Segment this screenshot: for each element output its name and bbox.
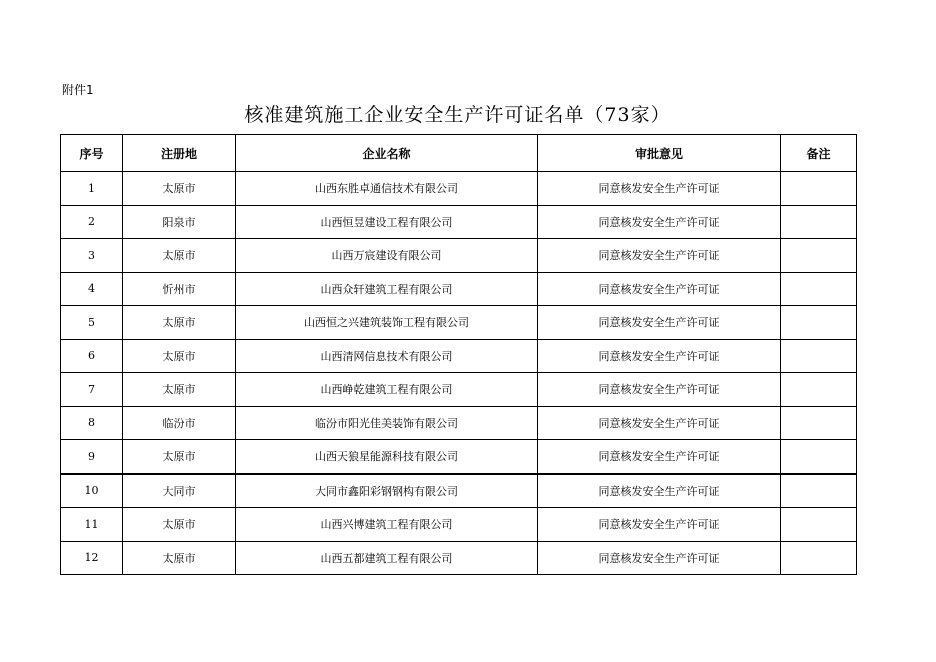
cell-registration-place: 太原市	[123, 172, 236, 206]
cell-serial-number: 8	[61, 406, 123, 440]
table-row	[61, 205, 857, 239]
table-row	[61, 306, 857, 340]
header-company-name: 企业名称	[236, 135, 538, 172]
cell-serial-number: 10	[61, 474, 123, 508]
cell-remarks	[781, 272, 857, 306]
cell-remarks	[781, 541, 857, 575]
cell-approval-opinion: 同意核发安全生产许可证	[538, 440, 781, 474]
cell-serial-number: 11	[61, 508, 123, 542]
cell-serial-number: 12	[61, 541, 123, 575]
cell-serial-number: 7	[61, 373, 123, 407]
cell-registration-place: 临汾市	[123, 406, 236, 440]
cell-approval-opinion: 同意核发安全生产许可证	[538, 205, 781, 239]
cell-company-name: 临汾市阳光佳美装饰有限公司	[236, 406, 538, 440]
cell-remarks	[781, 508, 857, 542]
cell-approval-opinion: 同意核发安全生产许可证	[538, 373, 781, 407]
license-table	[60, 134, 857, 575]
cell-remarks	[781, 239, 857, 273]
document-title: 核准建筑施工企业安全生产许可证名单（73家）	[244, 104, 671, 126]
cell-company-name: 山西恒之兴建筑装饰工程有限公司	[236, 306, 538, 340]
cell-remarks	[781, 373, 857, 407]
cell-serial-number: 6	[61, 339, 123, 373]
cell-serial-number: 3	[61, 239, 123, 273]
cell-serial-number: 2	[61, 205, 123, 239]
table-row	[61, 172, 857, 206]
table-row	[61, 406, 857, 440]
cell-serial-number: 5	[61, 306, 123, 340]
table-row	[61, 272, 857, 306]
cell-remarks	[781, 474, 857, 508]
cell-registration-place: 太原市	[123, 339, 236, 373]
table-row	[61, 239, 857, 273]
table-row	[61, 440, 857, 474]
cell-serial-number: 1	[61, 172, 123, 206]
cell-company-name: 山西兴博建筑工程有限公司	[236, 508, 538, 542]
cell-registration-place: 太原市	[123, 306, 236, 340]
cell-registration-place: 大同市	[123, 474, 236, 508]
table-row	[61, 474, 857, 508]
cell-approval-opinion: 同意核发安全生产许可证	[538, 306, 781, 340]
cell-remarks	[781, 339, 857, 373]
cell-registration-place: 太原市	[123, 373, 236, 407]
cell-remarks	[781, 205, 857, 239]
cell-approval-opinion: 同意核发安全生产许可证	[538, 272, 781, 306]
cell-approval-opinion: 同意核发安全生产许可证	[538, 172, 781, 206]
cell-company-name: 山西众轩建筑工程有限公司	[236, 272, 538, 306]
table-header-row	[61, 135, 857, 172]
table-body	[61, 172, 857, 575]
table-row	[61, 541, 857, 575]
header-serial-number: 序号	[61, 135, 123, 172]
cell-registration-place: 太原市	[123, 508, 236, 542]
table-row	[61, 508, 857, 542]
cell-serial-number: 4	[61, 272, 123, 306]
cell-approval-opinion: 同意核发安全生产许可证	[538, 239, 781, 273]
header-registration-place: 注册地	[123, 135, 236, 172]
cell-remarks	[781, 172, 857, 206]
cell-company-name: 山西万宸建设有限公司	[236, 239, 538, 273]
cell-approval-opinion: 同意核发安全生产许可证	[538, 339, 781, 373]
cell-approval-opinion: 同意核发安全生产许可证	[538, 406, 781, 440]
cell-company-name: 山西峥乾建筑工程有限公司	[236, 373, 538, 407]
cell-company-name: 大同市鑫阳彩钢钢构有限公司	[236, 474, 538, 508]
cell-registration-place: 太原市	[123, 541, 236, 575]
header-approval-opinion: 审批意见	[538, 135, 781, 172]
cell-approval-opinion: 同意核发安全生产许可证	[538, 474, 781, 508]
table-row	[61, 373, 857, 407]
cell-company-name: 山西清网信息技术有限公司	[236, 339, 538, 373]
cell-approval-opinion: 同意核发安全生产许可证	[538, 508, 781, 542]
cell-serial-number: 9	[61, 440, 123, 474]
cell-registration-place: 阳泉市	[123, 205, 236, 239]
cell-company-name: 山西天狼星能源科技有限公司	[236, 440, 538, 474]
cell-remarks	[781, 406, 857, 440]
cell-approval-opinion: 同意核发安全生产许可证	[538, 541, 781, 575]
header-remarks: 备注	[781, 135, 857, 172]
cell-remarks	[781, 306, 857, 340]
attachment-label: 附件1	[62, 83, 94, 97]
cell-company-name: 山西东胜卓通信技术有限公司	[236, 172, 538, 206]
cell-registration-place: 太原市	[123, 239, 236, 273]
cell-remarks	[781, 440, 857, 474]
cell-company-name: 山西恒昱建设工程有限公司	[236, 205, 538, 239]
table-row	[61, 339, 857, 373]
cell-registration-place: 太原市	[123, 440, 236, 474]
cell-company-name: 山西五都建筑工程有限公司	[236, 541, 538, 575]
cell-registration-place: 忻州市	[123, 272, 236, 306]
